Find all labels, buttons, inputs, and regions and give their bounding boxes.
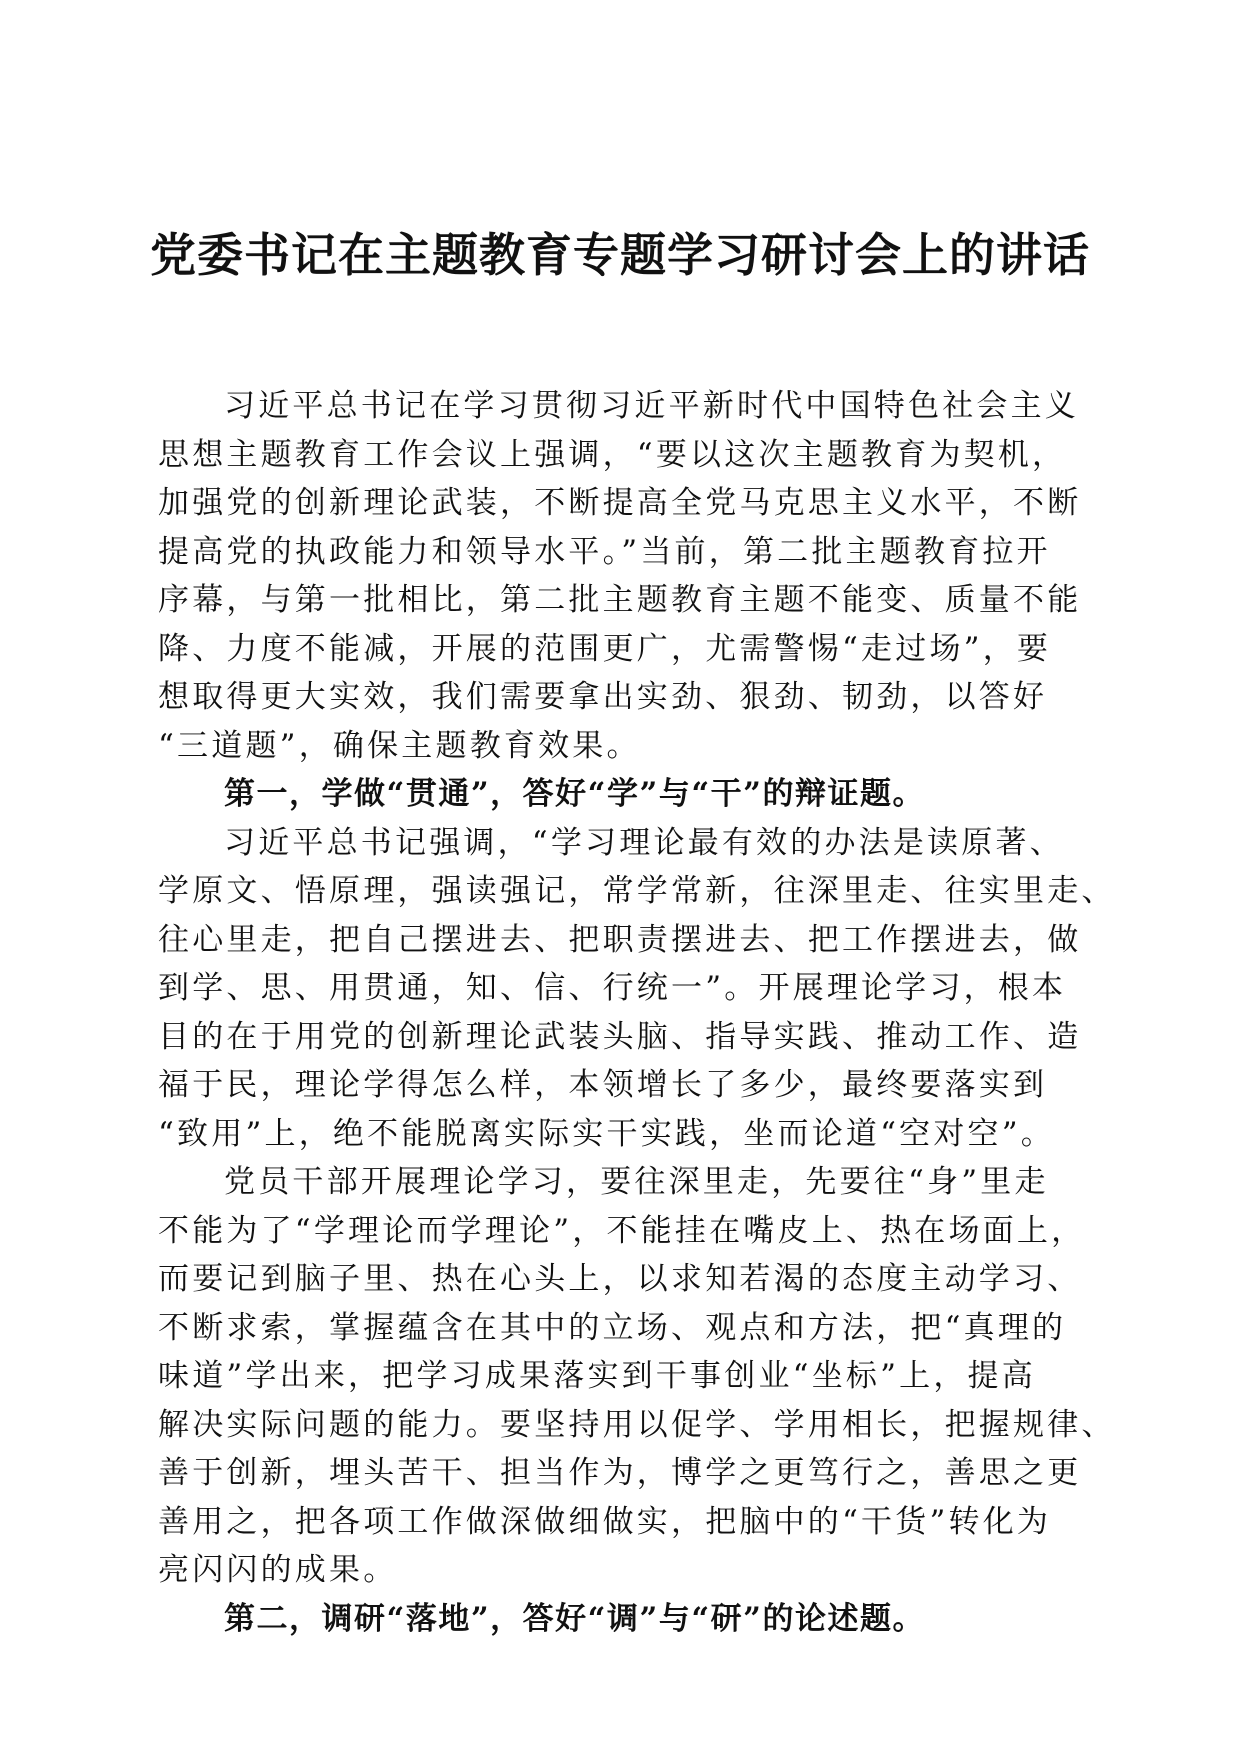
- document-title: 党委书记在主题教育专题学习研讨会上的讲话: [150, 228, 1090, 282]
- paragraph-3-line-7: 善于创新，埋头苦干、担当作为，博学之更笃行之，善思之更: [158, 1455, 1082, 1491]
- paragraph-3-line-5: 味道”学出来，把学习成果落实到干事创业“坐标”上，提高: [158, 1358, 1036, 1394]
- paragraph-3-line-8: 善用之，把各项工作做深做细做实，把脑中的“干货”转化为: [158, 1503, 1052, 1540]
- paragraph-1-line-1: 习近平总书记在学习贯彻习近平新时代中国特色社会主义: [224, 388, 1079, 424]
- paragraph-2-line-7: “致用”上，绝不能脱离实际实干实践，坐而论道“空对空”。: [158, 1115, 1055, 1152]
- paragraph-2-line-2: 学原文、悟原理，强读强记，常学常新，往深里走、往实里走、: [158, 873, 1116, 909]
- paragraph-1-line-8: “三道题”，确保主题教育效果。: [158, 727, 641, 764]
- paragraph-2-line-4: 到学、思、用贯通，知、信、行统一”。开展理论学习，根本: [158, 970, 1067, 1006]
- paragraph-3-line-4: 不断求索，掌握蕴含在其中的立场、观点和方法，把“真理的: [158, 1309, 1067, 1346]
- paragraph-3-line-1: 党员干部开展理论学习，要往深里走，先要往“身”里走: [224, 1164, 1049, 1200]
- section-heading-2: 第二，调研“落地”，答好“调”与“研”的论述题。: [224, 1600, 925, 1637]
- document-body: [158, 382, 1116, 1643]
- paragraph-1-line-5: 序幕，与第一批相比，第二批主题教育主题不能变、质量不能: [158, 582, 1082, 618]
- paragraph-3-line-6: 解决实际问题的能力。要坚持用以促学、学用相长，把握规律、: [158, 1406, 1116, 1443]
- paragraph-2-line-1: 习近平总书记强调，“学习理论最有效的办法是读原著、: [224, 824, 1064, 861]
- paragraph-1-line-3: 加强党的创新理论武装，不断提高全党马克思主义水平，不断: [158, 485, 1082, 521]
- section-heading-1: 第一，学做“贯通”，答好“学”与“干”的辩证题。: [224, 776, 925, 812]
- paragraph-3-line-3: 而要记到脑子里、热在心头上，以求知若渴的态度主动学习、: [158, 1261, 1082, 1297]
- paragraph-2-line-5: 目的在于用党的创新理论武装头脑、指导实践、推动工作、造: [158, 1018, 1082, 1055]
- paragraph-3-line-9: 亮闪闪的成果。: [158, 1552, 398, 1588]
- paragraph-2-line-3: 往心里走，把自己摆进去、把职责摆进去、把工作摆进去，做: [158, 921, 1082, 958]
- paragraph-1-line-7: 想取得更大实效，我们需要拿出实劲、狠劲、韧劲，以答好: [158, 679, 1048, 715]
- paragraph-1-line-6: 降、力度不能减，开展的范围更广，尤需警惕“走过场”，要: [158, 630, 1052, 667]
- paragraph-1-line-4: 提高党的执政能力和领导水平。”当前，第二批主题教育拉开: [158, 533, 1051, 570]
- paragraph-1-line-2: 思想主题教育工作会议上强调，“要以这次主题教育为契机，: [158, 436, 1067, 473]
- paragraph-3-line-2: 不能为了“学理论而学理论”，不能挂在嘴皮上、热在场面上，: [158, 1212, 1086, 1249]
- paragraph-2-line-6: 福于民，理论学得怎么样，本领增长了多少，最终要落实到: [158, 1067, 1048, 1103]
